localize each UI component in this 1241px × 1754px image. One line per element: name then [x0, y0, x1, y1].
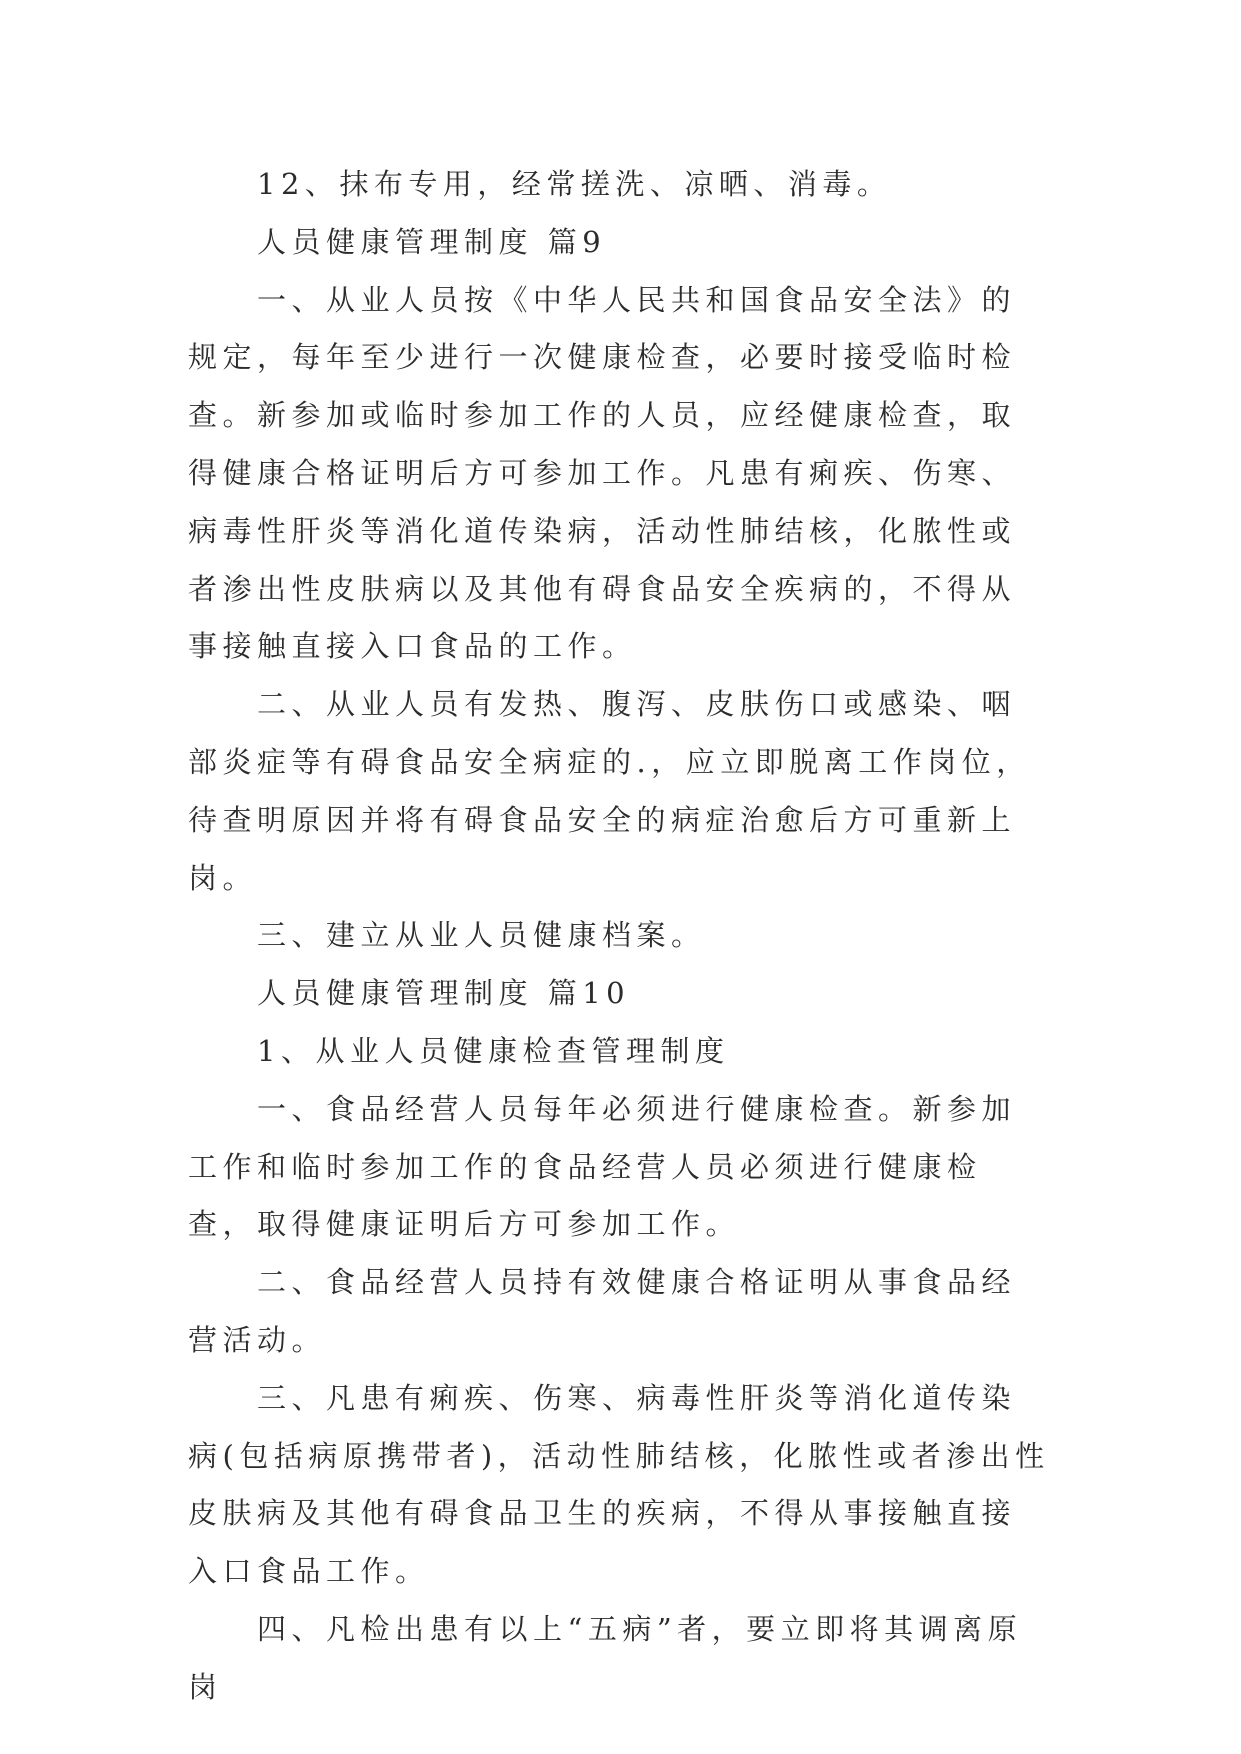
paragraph-disease-restrictions: 三、凡患有痢疾、伤寒、病毒性肝炎等消化道传染病(包括病原携带者)，活动性肺结核，化脓性或者渗出性皮肤病及其他有碍食品卫生的疾病，不得从事接触直接入口食品工作。 [188, 1380, 1050, 1589]
paragraph-health-check-rules: 一、从业人员按《中华人民共和国食品安全法》的规定，每年至少进行一次健康检查，必要时接受临时检查。新参加或临时参加工作的人员，应经健康检查，取得健康合格证明后方可参加工作。凡患有痢疾、伤寒、病毒性肝炎等消化道传染病，活动性肺结核，化脓性或者渗出性皮肤病以及其他有碍食品安全疾病的，不得从事接触直接入口食品的工作。 [188, 282, 1017, 664]
subheading-health-check-system: 1、从业人员健康检查管理制度 [257, 1033, 730, 1068]
section-heading-10: 人员健康管理制度 篇10 [257, 976, 631, 1011]
document-body [188, 156, 1050, 1717]
paragraph-valid-certificate: 二、食品经营人员持有效健康合格证明从事食品经营活动。 [188, 1265, 1017, 1357]
section-heading-9: 人员健康管理制度 篇9 [257, 224, 607, 259]
paragraph-item-12-cloth: 12、抹布专用，经常搓洗、凉晒、消毒。 [257, 167, 892, 201]
paragraph-annual-check: 一、食品经营人员每年必须进行健康检查。新参加工作和临时参加工作的食品经营人员必须进行健康检查，取得健康证明后方可参加工作。 [188, 1091, 1017, 1242]
paragraph-symptom-removal: 二、从业人员有发热、腹泻、皮肤伤口或感染、咽部炎症等有碍食品安全病症的.，应立即脱离工作岗位，待查明原因并将有碍食品安全的病症治愈后方可重新上岗。 [188, 687, 1031, 895]
paragraph-health-records: 三、建立从业人员健康档案。 [257, 918, 706, 953]
paragraph-five-diseases: 四、凡检出患有以上“五病”者，要立即将其调离原岗 [188, 1611, 1023, 1704]
